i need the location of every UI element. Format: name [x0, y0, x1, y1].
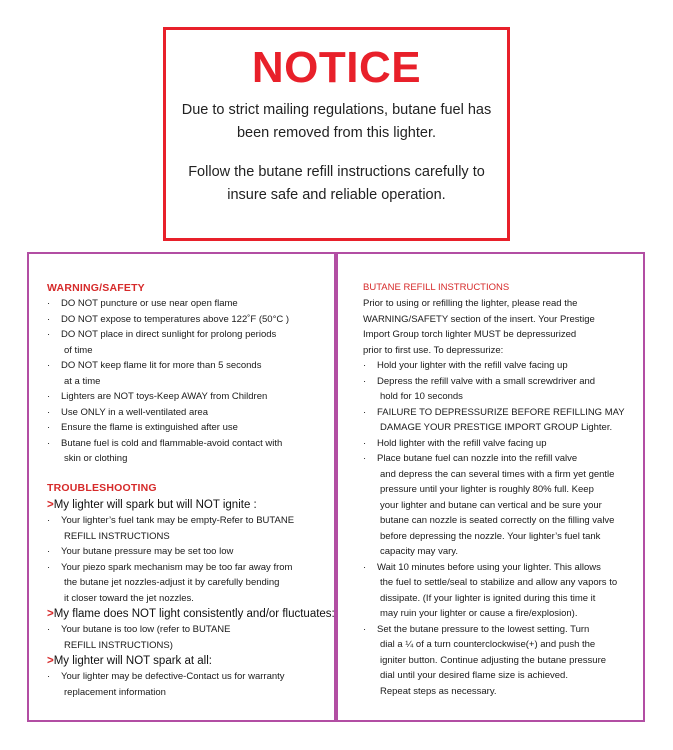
notice-line: been removed from this lighter.: [236, 125, 437, 141]
left-panel: [27, 252, 336, 722]
arrow-marker: >: [47, 655, 54, 667]
item-line: Butane fuel is cold and flammable-avoid contact with: [61, 437, 283, 449]
item-line: Your lighter’s fuel tank may be empty-Refer to BUTANE: [61, 515, 295, 526]
troubleshoot-item: [47, 513, 337, 544]
item-line: of time: [64, 344, 93, 356]
troubleshoot-question: [47, 497, 337, 513]
warning-item: [47, 420, 332, 436]
question-text: My lighter will spark but will NOT ignite :: [53, 499, 257, 511]
warning-item: [47, 327, 332, 358]
refill-intro: [363, 296, 643, 358]
bullet-marker: ·: [363, 406, 367, 418]
bullet-marker: ·: [363, 453, 367, 464]
notice-title: NOTICE: [251, 43, 422, 92]
item-line: your lighter and butane can vertical and be sure your: [380, 499, 602, 511]
warning-item: [47, 358, 332, 389]
bullet-marker: ·: [47, 406, 51, 418]
refill-list: [363, 358, 645, 699]
bullet-marker: ·: [47, 391, 51, 402]
item-line: the butane jet nozzles-adjust it by carefully bending: [64, 577, 280, 588]
item-line: the fuel to settle/seal to stabilize and allow any vapors to: [380, 577, 618, 588]
item-line: DO NOT place in direct sunlight for prolong periods: [61, 329, 277, 340]
item-line: dial until your desired flame size is achieved.: [380, 670, 568, 681]
troubleshooting-title: TROUBLESHOOTING: [47, 482, 157, 494]
warning-list: [47, 296, 332, 467]
refill-step: [363, 622, 645, 700]
item-line: Depress the refill valve with a small screwdriver and: [377, 375, 596, 387]
item-line: DO NOT puncture or use near open flame: [61, 298, 238, 309]
item-line: Your butane is too low (refer to BUTANE: [61, 624, 231, 635]
item-line: Use ONLY in a well-ventilated area: [61, 406, 208, 418]
intro-line: Prior to using or refilling the lighter, please read the: [363, 298, 578, 309]
refill-step: [363, 436, 645, 452]
item-line: REFILL INSTRUCTIONS): [64, 639, 173, 651]
item-line: hold for 10 seconds: [380, 391, 463, 402]
arrow-marker: >: [47, 499, 54, 511]
bullet-marker: ·: [47, 298, 51, 309]
item-line: butane can nozzle is seated correctly on the filling valve: [380, 515, 615, 526]
bullet-marker: ·: [47, 422, 51, 433]
item-line: Hold your lighter with the refill valve facing up: [377, 360, 568, 371]
warning-item: [47, 296, 332, 312]
warning-item: [47, 436, 332, 467]
item-line: dissipate. (If your lighter is ignited during this time it: [380, 592, 596, 604]
notice-line: insure safe and reliable operation.: [227, 187, 446, 203]
warning-item: [47, 405, 332, 421]
intro-line: Import Group torch lighter MUST be depressurized: [363, 329, 577, 340]
refill-title: BUTANE REFILL INSTRUCTIONS: [363, 282, 510, 293]
refill-step: [363, 560, 645, 622]
bullet-marker: ·: [363, 360, 367, 371]
refill-step: [363, 405, 645, 436]
item-line: pressure until your lighter is roughly 80% full. Keep: [380, 484, 594, 495]
troubleshoot-question: [47, 653, 337, 669]
item-line: at a time: [64, 375, 101, 387]
right-panel: [336, 252, 645, 722]
troubleshoot-item: [47, 622, 337, 653]
bullet-marker: ·: [363, 561, 367, 573]
item-line: Ensure the flame is extinguished after use: [61, 422, 238, 433]
item-line: igniter button. Continue adjusting the butane pressure: [380, 654, 607, 666]
troubleshoot-item: [47, 669, 337, 700]
notice-line: Follow the butane refill instructions carefully to: [188, 164, 485, 180]
bullet-marker: ·: [363, 437, 367, 449]
intro-line: prior to first use. To depressurize:: [363, 344, 504, 356]
item-line: Repeat steps as necessary.: [380, 685, 497, 697]
item-line: DO NOT keep flame lit for more than 5 seconds: [61, 360, 262, 371]
bullet-marker: ·: [47, 313, 51, 325]
item-line: DAMAGE YOUR PRESTIGE IMPORT GROUP Lighter.: [380, 422, 613, 433]
item-line: Your butane pressure may be set too low: [61, 546, 234, 557]
item-line: Your lighter may be defective-Contact us for warranty: [61, 671, 285, 682]
item-line: skin or clothing: [64, 453, 128, 464]
bullet-marker: ·: [47, 360, 51, 371]
notice-box: [163, 27, 510, 241]
item-line: Place butane fuel can nozzle into the refill valve: [377, 453, 578, 464]
bullet-marker: ·: [47, 437, 51, 449]
refill-step: [363, 451, 645, 560]
question-text: My lighter will NOT spark at all:: [53, 655, 212, 667]
bullet-marker: ·: [47, 329, 51, 340]
item-line: may ruin your lighter or cause a fire/explosion).: [380, 608, 578, 619]
item-line: Set the butane pressure to the lowest setting. Turn: [377, 623, 590, 635]
warning-title: WARNING/SAFETY: [47, 282, 145, 294]
arrow-marker: >: [47, 608, 54, 620]
item-line: before depressing the nozzle. Your lighter’s fuel tank: [380, 530, 601, 542]
troubleshoot-item: [47, 560, 337, 607]
item-line: replacement information: [64, 686, 166, 698]
intro-line: WARNING/SAFETY section of the insert. Your Prestige: [363, 313, 595, 325]
bullet-marker: ·: [47, 561, 51, 573]
item-line: Lighters are NOT toys-Keep AWAY from Children: [61, 391, 268, 402]
item-line: Wait 10 minutes before using your lighter. This allows: [377, 561, 601, 573]
item-line: Your piezo spark mechanism may be too far away from: [61, 561, 293, 573]
bullet-marker: ·: [47, 515, 51, 526]
troubleshoot-question: [47, 606, 337, 622]
refill-step: [363, 358, 645, 374]
bullet-marker: ·: [363, 623, 367, 635]
item-line: it closer toward the jet nozzles.: [64, 592, 194, 604]
notice-line: Due to strict mailing regulations, butane fuel has: [181, 102, 492, 118]
item-line: FAILURE TO DEPRESSURIZE BEFORE REFILLING MAY: [377, 406, 625, 418]
bullet-marker: ·: [363, 375, 367, 387]
warning-item: [47, 312, 332, 328]
refill-step: [363, 374, 645, 405]
item-line: Hold lighter with the refill valve facing up: [377, 437, 547, 449]
item-line: capacity may vary.: [380, 546, 458, 557]
question-text: My flame does NOT light consistently and/or fluctuates:: [53, 608, 335, 620]
bullet-marker: ·: [47, 624, 51, 635]
item-line: REFILL INSTRUCTIONS: [64, 530, 170, 542]
troubleshoot-item: [47, 544, 337, 560]
warning-item: [47, 389, 332, 405]
bullet-marker: ·: [47, 546, 51, 557]
bullet-marker: ·: [47, 671, 51, 682]
item-line: DO NOT expose to temperatures above 122˚F (50°C ): [61, 313, 290, 325]
troubleshooting-list: [47, 497, 337, 700]
item-line: dial a ¼ of a turn counterclockwise(+) and push the: [380, 639, 596, 650]
item-line: and depress the can several times with a firm yet gentle: [380, 468, 615, 480]
